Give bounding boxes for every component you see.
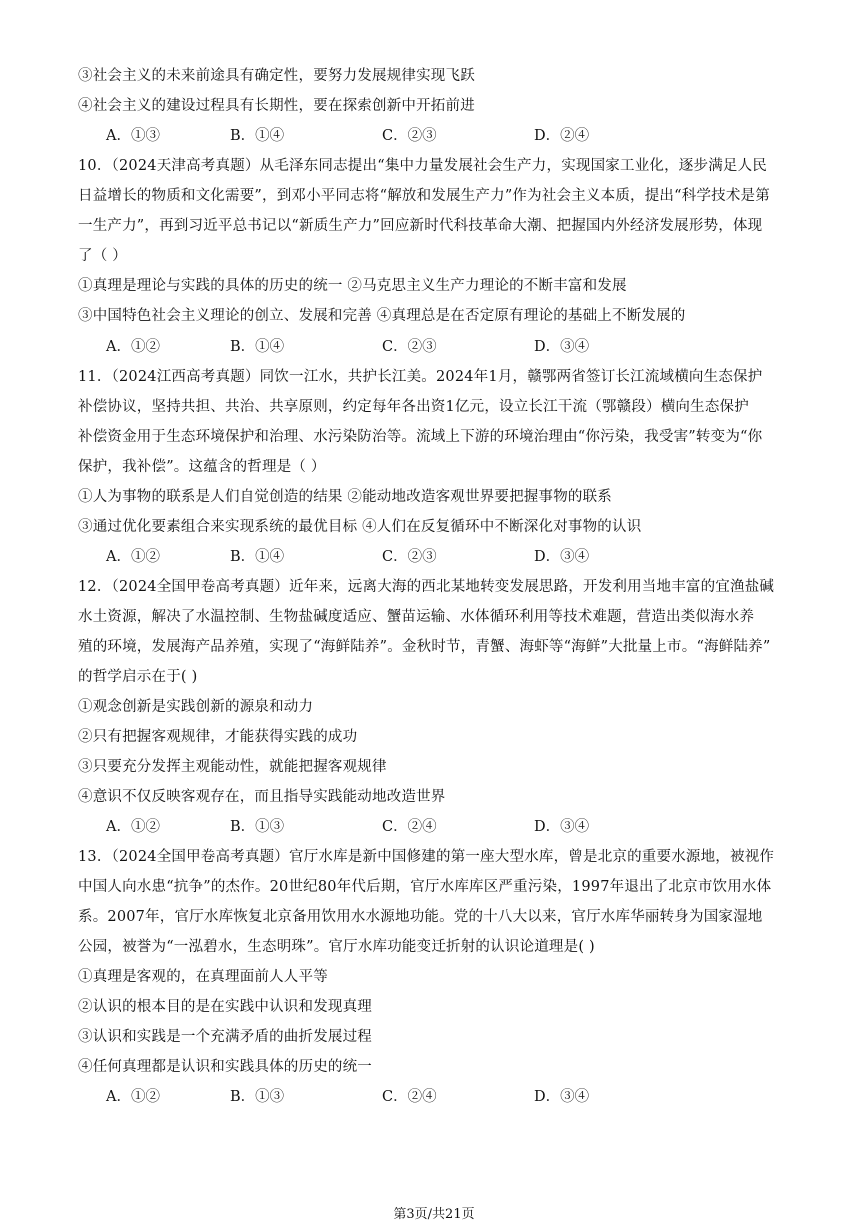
q12-stem-line-3: 殖的环境，发展海产品养殖，实现了“海鲜陆养”。金秋时节，青蟹、海虾等“海鲜”大批量上市。“海鲜陆养”: [78, 639, 771, 655]
q13-option-d[interactable]: D．③④: [534, 1089, 590, 1105]
q11-stem-line-1: 11．（2024江西高考真题）同饮一江水，共护长江美。2024年1月，赣鄂两省签订长江流域横向生态保护: [78, 369, 763, 385]
q12-option-c[interactable]: C．②④: [382, 819, 437, 835]
q13-option-a[interactable]: A．①②: [106, 1089, 160, 1105]
q10-stem-line-2: 日益增长的物质和文化需要”，到邓小平同志将“解放和发展生产力”作为社会主义本质，提出“科学技术是第: [78, 188, 770, 204]
q10-option-a[interactable]: A．①②: [106, 339, 160, 355]
q10-stem-line-1: 10．（2024天津高考真题）从毛泽东同志提出“集中力量发展社会生产力，实现国家工业化，逐步满足人民: [78, 158, 768, 174]
q10-option-b[interactable]: B．①④: [230, 339, 285, 355]
q12-stem-line-1: 12．（2024全国甲卷高考真题）近年来，远离大海的西北某地转变发展思路，开发利用当地丰富的宜渔盐碱: [78, 579, 775, 595]
q10-option-c[interactable]: C．②③: [382, 339, 437, 355]
q10-option-d[interactable]: D．③④: [534, 339, 590, 355]
q12-stem-line-4: 的哲学启示在于( ): [78, 669, 198, 685]
q13-options: [106, 1087, 790, 1107]
q9-option-d[interactable]: D．②④: [534, 128, 590, 144]
q12-statement-3: ③只要充分发挥主观能动性，就能把握客观规律: [78, 759, 387, 775]
q11-statements-3-4: ③通过优化要素组合来实现系统的最优目标 ④人们在反复循环中不断深化对事物的认识: [78, 519, 642, 535]
q9-option-a[interactable]: A．①③: [106, 128, 160, 144]
q10-statements-1-2: ①真理是理论与实践的具体的历史的统一 ②马克思主义生产力理论的不断丰富和发展: [78, 278, 627, 294]
q13-stem-line-3: 系。2007年，官厅水库恢复北京备用饮用水水源地功能。党的十八大以来，官厅水库华丽转身为国家湿地: [78, 909, 763, 925]
q13-statement-2: ②认识的根本目的是在实践中认识和发现真理: [78, 999, 372, 1015]
q10-stem-line-3: 一生产力”，再到习近平总书记以“新质生产力”回应新时代科技革命大潮、把握国内外经济发展形势，体现: [78, 218, 763, 234]
q13-option-c[interactable]: C．②④: [382, 1089, 437, 1105]
q11-options: [106, 547, 790, 567]
q12-statement-1: ①观念创新是实践创新的源泉和动力: [78, 699, 314, 715]
q11-option-a[interactable]: A．①②: [106, 549, 160, 565]
q13-stem-line-1: 13．（2024全国甲卷高考真题）官厅水库是新中国修建的第一座大型水库，曾是北京的重要水源地，被视作: [78, 849, 775, 865]
q11-option-d[interactable]: D．③④: [534, 549, 590, 565]
q11-stem-line-3: 补偿资金用于生态环境保护和治理、水污染防治等。流域上下游的环境治理由“你污染，我受害”转变为“你: [78, 429, 763, 445]
q12-statement-2: ②只有把握客观规律，才能获得实践的成功: [78, 729, 358, 745]
q13-stem-line-4: 公园，被誉为“一泓碧水，生态明珠”。官厅水库功能变迁折射的认识论道理是( ): [78, 939, 595, 955]
q11-stem-line-4: 保护，我补偿”。这蕴含的哲理是（ ）: [78, 459, 326, 475]
page-number-footer: 第3页/共21页: [393, 1207, 475, 1222]
q13-statement-1: ①真理是客观的，在真理面前人人平等: [78, 969, 328, 985]
q12-option-d[interactable]: D．③④: [534, 819, 590, 835]
q10-options: [106, 337, 790, 357]
q9-statement-3: ③社会主义的未来前途具有确定性，要努力发展规律实现飞跃: [78, 68, 475, 84]
q13-statement-4: ④任何真理都是认识和实践具体的历史的统一: [78, 1059, 372, 1075]
q9-statement-4: ④社会主义的建设过程具有长期性，要在探索创新中开拓前进: [78, 98, 475, 114]
q10-stem-line-4: 了（ ）: [78, 248, 127, 264]
q11-option-c[interactable]: C．②③: [382, 549, 437, 565]
q12-option-a[interactable]: A．①②: [106, 819, 160, 835]
q13-statement-3: ③认识和实践是一个充满矛盾的曲折发展过程: [78, 1029, 372, 1045]
q11-stem-line-2: 补偿协议，坚持共担、共治、共享原则，约定每年各出资1亿元，设立长江干流（鄂赣段）横向生态保护: [78, 399, 749, 415]
q12-options: [106, 817, 790, 837]
q9-options: [106, 126, 790, 146]
q12-option-b[interactable]: B．①③: [230, 819, 285, 835]
q12-stem-line-2: 水土资源，解决了水温控制、生物盐碱度适应、蟹苗运输、水体循环利用等技术难题，营造出类似海水养: [78, 609, 755, 625]
q10-statements-3-4: ③中国特色社会主义理论的创立、发展和完善 ④真理总是在否定原有理论的基础上不断发展的: [78, 308, 686, 324]
q11-statements-1-2: ①人为事物的联系是人们自觉创造的结果 ②能动地改造客观世界要把握事物的联系: [78, 489, 613, 505]
q13-option-b[interactable]: B．①③: [230, 1089, 285, 1105]
q9-option-b[interactable]: B．①④: [230, 128, 285, 144]
q11-option-b[interactable]: B．①④: [230, 549, 285, 565]
q9-option-c[interactable]: C．②③: [382, 128, 437, 144]
q13-stem-line-2: 中国人向水患“抗争”的杰作。20世纪80年代后期，官厅水库库区严重污染，1997年退出了北京市饮用水体: [78, 879, 772, 895]
q12-statement-4: ④意识不仅反映客观存在，而且指导实践能动地改造世界: [78, 789, 446, 805]
